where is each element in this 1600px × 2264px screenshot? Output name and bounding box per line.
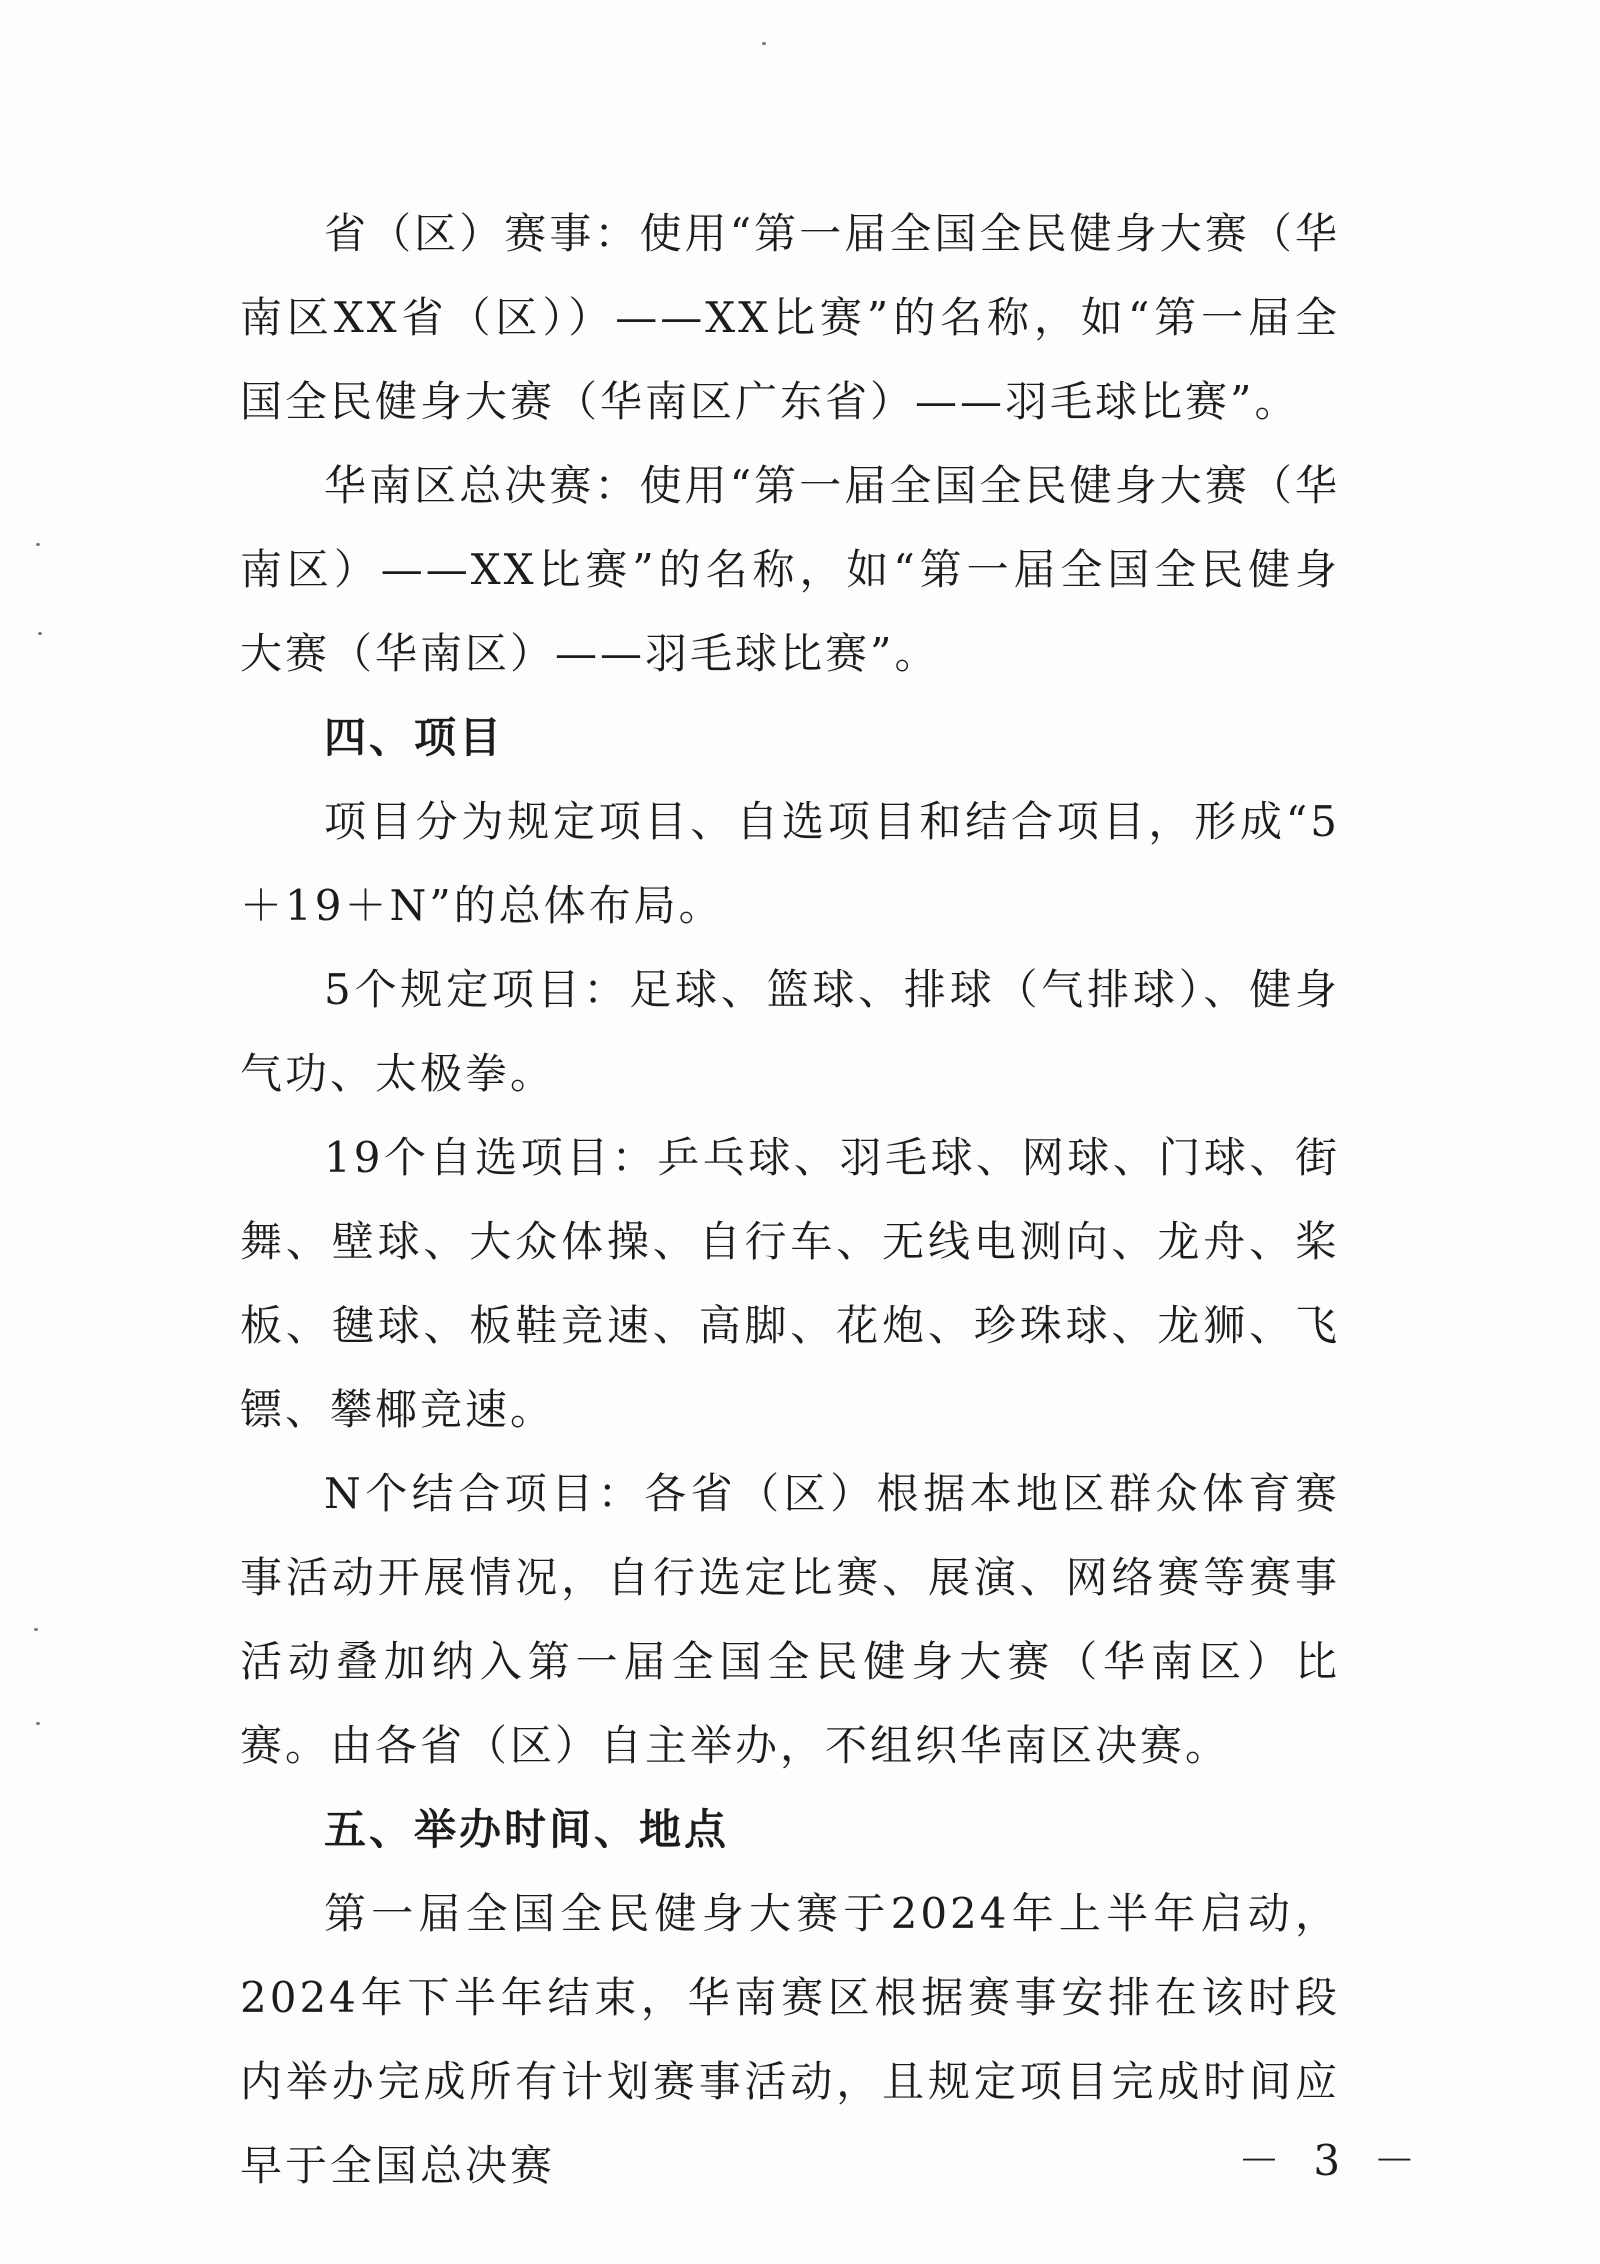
scan-speck	[34, 1628, 38, 1631]
section-heading-time-location: 五、举办时间、地点	[324, 1805, 730, 1854]
paragraph-event-layout: 项目分为规定项目、自选项目和结合项目，形成“5＋19＋N”的总体布局。	[240, 797, 1340, 930]
section-heading-events: 四、项目	[324, 713, 505, 762]
scan-speck	[36, 1722, 40, 1725]
page-number: － 3 －	[1238, 2136, 1426, 2185]
scan-speck	[38, 632, 42, 635]
paragraph-provincial-events: 省（区）赛事：使用“第一届全国全民健身大赛（华南区XX省（区））——XX比赛”的名称，如“第一届全国全民健身大赛（华南区广东省）——羽毛球比赛”。	[240, 209, 1340, 426]
document-body	[240, 192, 1340, 2208]
scan-speck	[762, 42, 766, 45]
paragraph-required-events: 5个规定项目：足球、篮球、排球（气排球）、健身气功、太极拳。	[240, 965, 1340, 1098]
paragraph-combined-events: N个结合项目：各省（区）根据本地区群众体育赛事活动开展情况，自行选定比赛、展演、网络赛等赛事活动叠加纳入第一届全国全民健身大赛（华南区）比赛。由各省（区）自主举办，不组织华南区决赛。	[240, 1469, 1340, 1770]
scan-speck	[36, 543, 40, 546]
paragraph-schedule: 第一届全国全民健身大赛于2024年上半年启动，2024年下半年结束，华南赛区根据赛事安排在该时段内举办完成所有计划赛事活动，且规定项目完成时间应早于全国总决赛	[240, 1889, 1340, 2190]
paragraph-south-china-finals: 华南区总决赛：使用“第一届全国全民健身大赛（华南区）——XX比赛”的名称，如“第一届全国全民健身大赛（华南区）——羽毛球比赛”。	[240, 461, 1340, 678]
paragraph-optional-events: 19个自选项目：乒乓球、羽毛球、网球、门球、街舞、壁球、大众体操、自行车、无线电测向、龙舟、桨板、毽球、板鞋竞速、高脚、花炮、珍珠球、龙狮、飞镖、攀椰竞速。	[240, 1133, 1340, 1434]
